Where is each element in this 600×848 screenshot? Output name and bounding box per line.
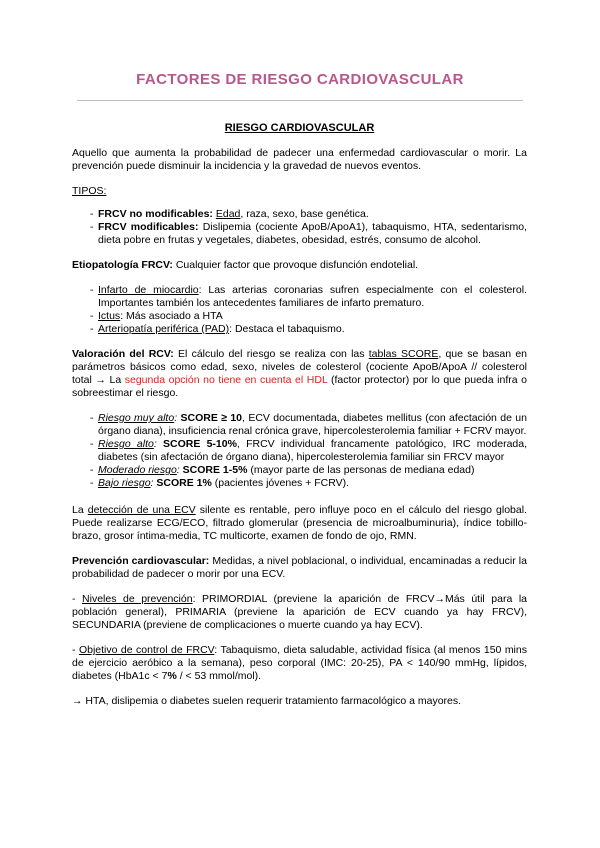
list-item: - Bajo riesgo: SCORE 1% (pacientes jóvenes + FCRV). [72, 477, 527, 490]
list-item: - Infarto de miocardio: Las arterias coronarias sufren especialmente con el colesterol. Importantes también los antecedentes familiares de infarto prematuro. [72, 284, 527, 310]
tipos-label: TIPOS: [72, 185, 107, 197]
prevencion-paragraph: Prevención cardiovascular: Medidas, a nivel poblacional, o individual, encaminadas a reducir la probabilidad de padecer o morir por una ECV. [72, 555, 527, 580]
niveles-paragraph: - Niveles de prevención: PRIMORDIAL (previene la aparición de FRCV→Más útil para la población general), PRIMARIA (previene la aparición de ECV cuando ya hay FRCV), SECUNDARIA (previene de complicaciones o muerte cuando ya hay ECV). [72, 593, 527, 631]
section-heading: RIESGO CARDIOVASCULAR [224, 122, 375, 134]
intro-paragraph: Aquello que aumenta la probabilidad de padecer una enfermedad cardiovascular o morir. La prevención puede disminuir la incidencia y la gravedad de nuevos eventos. [72, 147, 527, 172]
valoracion-list [72, 412, 527, 490]
document-title: FACTORES DE RIESGO CARDIOVASCULAR [136, 71, 464, 88]
tipos-list [72, 208, 527, 247]
list-item: - Ictus: Más asociado a HTA [72, 310, 527, 323]
deteccion-paragraph: La detección de una ECV silente es rentable, pero influye poco en el cálculo del riesgo global. Puede realizarse ECG/ECO, filtrado glomerular (presencia de microalbuminuria), índice tobillo-brazo, grosor íntima-media, TC multicorte, examen de fondo de ojo, RMN. [72, 504, 527, 542]
list-item: - Arteriopatía periférica (PAD): Destaca el tabaquismo. [72, 323, 527, 336]
etiopatologia-paragraph: Etiopatología FRCV: Cualquier factor que provoque disfunción endotelial. [72, 259, 419, 271]
list-item: - Riesgo alto: SCORE 5-10%, FRCV individual francamente patológico, IRC moderada, diabetes (sin afectación de órgano diana), hipercolesterolemia familiar sin FRCV mayor [72, 438, 527, 464]
final-note: → HTA, dislipemia o diabetes suelen requerir tratamiento farmacológico a mayores. [72, 695, 462, 707]
document-body [72, 122, 527, 708]
etiopatologia-list [72, 284, 527, 336]
valoracion-paragraph: Valoración del RCV: El cálculo del riesgo se realiza con las tablas SCORE, que se basan en parámetros básicos como edad, sexo, niveles de colesterol (cociente ApoB/ApoA // colesterol total → La segunda opción no tiene en cuenta el HDL (factor protector) por lo que pueda infra o sobreestimar el riesgo. [72, 348, 528, 399]
list-item: - FRCV modificables: Dislipemia (cociente ApoB/ApoA1), tabaquismo, HTA, sedentarismo, dieta pobre en frutas y vegetales, diabetes, obesidad, estrés, consumo de alcohol. [72, 221, 527, 247]
title-divider [77, 100, 523, 101]
list-item: - Moderado riesgo: SCORE 1-5% (mayor parte de las personas de mediana edad) [72, 464, 527, 477]
list-item: - Riesgo muy alto: SCORE ≥ 10, ECV documentada, diabetes mellitus (con afectación de un órgano diana), insuficiencia renal crónica grave, hipercolesterolemia familiar + FCRV mayor. [72, 412, 527, 438]
objetivo-paragraph: - Objetivo de control de FRCV: Tabaquismo, dieta saludable, actividad física (al menos 150 mins de ejercicio aeróbico a la semana), peso corporal (IMC: 20-25), PA < 140/90 mmHg, lípidos, diabetes (HbA1c < 7% / < 53 mmol/mol). [72, 644, 527, 682]
list-item: - FRCV no modificables: Edad, raza, sexo, base genética. [72, 208, 527, 221]
